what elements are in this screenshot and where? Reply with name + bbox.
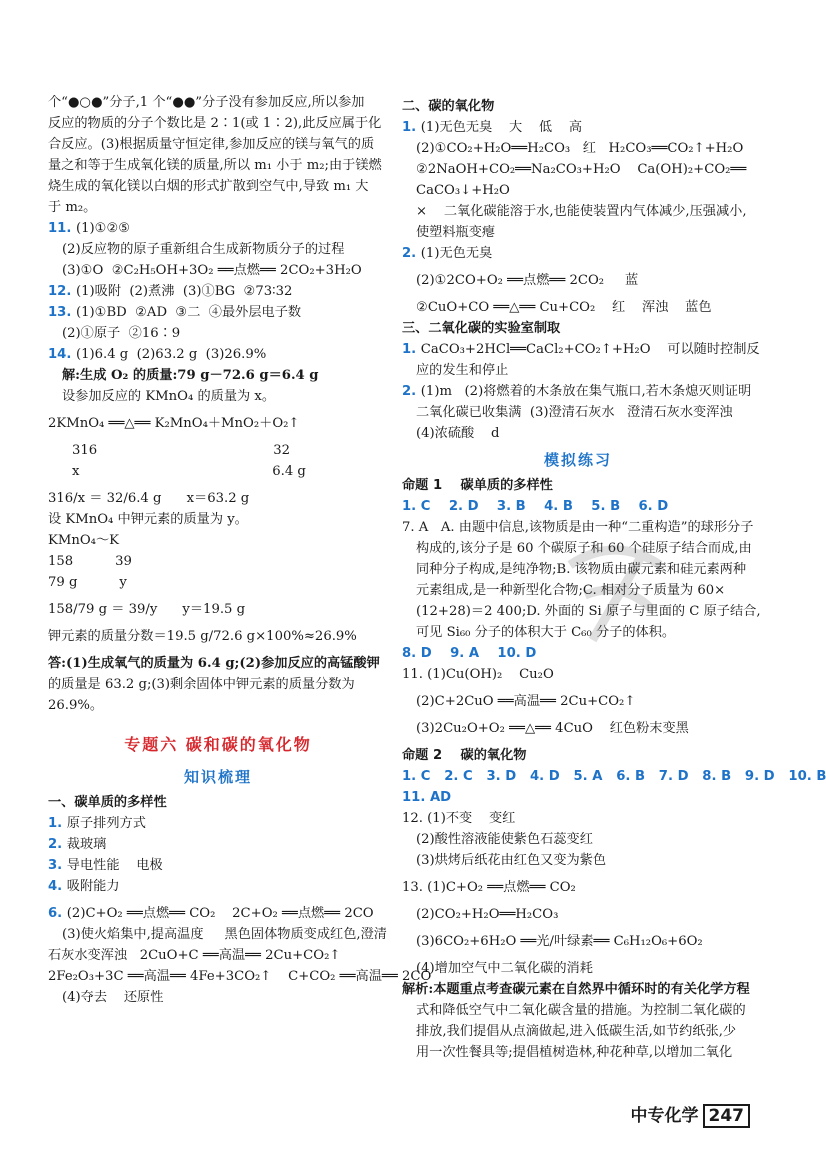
- text-line: 石灰水变浑浊 2CuO+C ══高温══ 2Cu+CO₂↑: [48, 948, 341, 963]
- text-line: x 6.4 g: [72, 464, 306, 479]
- list-item: 2. 裁玻璃: [48, 837, 107, 852]
- page-footer: [631, 1101, 751, 1126]
- text-line: 应的发生和停止: [416, 363, 509, 378]
- text-line: CaCO₃↓+H₂O: [416, 183, 510, 198]
- footer-label: 中专化学: [630, 1106, 699, 1126]
- section-heading: 三、二氧化碳的实验室制取: [402, 321, 561, 336]
- text-line: 排放,我们提倡从点滴做起,进入低碳生活,如节约纸张,少: [416, 1024, 737, 1039]
- text-line: 7. A A. 由题中信息,该物质是由一种“二重构造”的球形分子: [402, 520, 754, 535]
- text-line: (2)①原子 ②16∶9: [62, 326, 181, 341]
- page-number: 247: [703, 1104, 751, 1128]
- text-line: 个“●○●”分子,1 个“●●”分子没有参加反应,所以参加: [48, 95, 365, 110]
- text-line: 元素组成,是一种新型化合物;C. 相对分子质量为 60×: [416, 583, 726, 598]
- solution-line: 解:生成 O₂ 的质量:79 g－72.6 g＝6.4 g: [62, 368, 319, 383]
- practice-title: 模拟练习: [543, 451, 612, 469]
- text-line: (4)增加空气中二氧化碳的消耗: [416, 961, 593, 976]
- text-line: (2)C+2CuO ══高温══ 2Cu+CO₂↑: [416, 694, 636, 709]
- list-item: 3. 导电性能 电极: [48, 858, 163, 873]
- text-line: 于 m₂。: [48, 200, 97, 215]
- text-line: (4)夺去 还原性: [62, 990, 164, 1005]
- text-line: 用一次性餐具等;提倡植树造林,种花种草,以增加二氧化: [416, 1045, 733, 1060]
- list-item: 1. 原子排列方式: [48, 816, 146, 831]
- text-line: 316 32: [72, 443, 291, 458]
- topic-title: 专题六 碳和碳的氧化物: [124, 735, 312, 754]
- section-heading: 二、碳的氧化物: [402, 99, 495, 114]
- text-line: 2Fe₂O₃+3C ══高温══ 4Fe+3CO₂↑ C+CO₂ ══高温══ 2CO: [48, 969, 432, 984]
- text-line: 158 39: [48, 554, 132, 569]
- answer-2: 2. (1)无色无臭: [402, 246, 493, 261]
- text-line: 烧生成的氧化镁以白烟的形式扩散到空气中,导致 m₁ 大: [48, 179, 369, 194]
- proportion-line: 158/79 g ＝ 39/y y＝19.5 g: [48, 602, 246, 617]
- topic-heading: 命题 1 碳单质的多样性: [402, 478, 553, 493]
- text-line: (3)烘烤后纸花由红色又变为紫色: [416, 853, 607, 868]
- text-line: (3)①O ②C₂H₅OH+3O₂ ══点燃══ 2CO₂+3H₂O: [62, 263, 362, 278]
- answer-2: 2. (1)m (2)将燃着的木条放在集气瓶口,若木条熄灭则证明: [402, 384, 752, 399]
- text-line: (12+28)＝2 400;D. 外面的 Si 原子与里面的 C 原子结合,: [416, 604, 761, 619]
- section-heading: 一、碳单质的多样性: [48, 795, 167, 810]
- answer-line: 答:(1)生成氧气的质量为 6.4 g;(2)参加反应的高锰酸钾: [48, 656, 380, 671]
- watermark-logo-icon: [540, 520, 690, 670]
- text-line: 式和降低空气中二氧化碳含量的措施。为控制二氧化碳的: [416, 1003, 746, 1018]
- text-line: 钾元素的质量分数＝19.5 g/72.6 g×100%≈26.9%: [48, 629, 357, 644]
- text-line: 使塑料瓶变瘪: [416, 225, 496, 240]
- text-line: (2)反应物的原子重新组合生成新物质分子的过程: [62, 242, 345, 257]
- topic-heading: 命题 2 碳的氧化物: [402, 748, 527, 763]
- text-line: (2)酸性溶液能使紫色石蕊变红: [416, 832, 593, 847]
- proportion-line: 316/x ＝ 32/6.4 g x＝63.2 g: [48, 491, 250, 506]
- text-line: 79 g y: [48, 575, 127, 590]
- text-line: 设 KMnO₄ 中钾元素的质量为 y。: [48, 512, 248, 527]
- analysis-line: 解析:本题重点考查碳元素在自然界中循环时的有关化学方程: [402, 982, 750, 997]
- text-line: 26.9%。: [48, 698, 104, 713]
- text-line: 合反应。(3)根据质量守恒定律,参加反应的镁与氧气的质: [48, 137, 375, 152]
- section-title: 知识梳理: [183, 768, 252, 786]
- text-line: (2)①2CO+O₂ ══点燃══ 2CO₂ 蓝: [416, 273, 639, 288]
- text-line: (2)CO₂+H₂O══H₂CO₃: [416, 907, 559, 922]
- text-line: ②2NaOH+CO₂══Na₂CO₃+H₂O Ca(OH)₂+CO₂══: [416, 162, 747, 177]
- answer-13: 13. (1)①BD ②AD ③二 ④最外层电子数: [48, 305, 302, 320]
- text-line: (2)①CO₂+H₂O══H₂CO₃ 红 H₂CO₃══CO₂↑+H₂O: [416, 141, 744, 156]
- answer-12: 12. (1)吸附 (2)煮沸 (3)①BG ②73∶32: [48, 284, 293, 299]
- list-item: 4. 吸附能力: [48, 879, 120, 894]
- answer-6: 6. (2)C+O₂ ══点燃══ CO₂ 2C+O₂ ══点燃══ 2CO: [48, 906, 374, 921]
- text-line: 反应的物质的分子个数比是 2∶1(或 1∶2),此反应属于化: [48, 116, 382, 131]
- answer-key: 8. D 9. A 10. D: [402, 646, 537, 661]
- answer-1: 1. CaCO₃+2HCl══CaCl₂+CO₂↑+H₂O 可以随时控制反: [402, 342, 760, 357]
- text-line: (4)浓硫酸 d: [416, 426, 500, 441]
- answer-11: 11. (1)①②⑤: [48, 221, 131, 236]
- text-line: ②CuO+CO ══△══ Cu+CO₂ 红 浑浊 蓝色: [416, 300, 712, 315]
- text-line: 同种分子构成,是纯净物;B. 该物质由碳元素和硅元素两种: [416, 562, 747, 577]
- answer-14: 14. (1)6.4 g (2)63.2 g (3)26.9%: [48, 347, 267, 362]
- text-line: 12. (1)不变 变红: [402, 811, 516, 826]
- text-line: × 二氧化碳能溶于水,也能使装置内气体减少,压强减小,: [416, 204, 747, 219]
- answer-1: 1. (1)无色无臭 大 低 高: [402, 120, 583, 135]
- text-line: 13. (1)C+O₂ ══点燃══ CO₂: [402, 880, 576, 895]
- answer-key: 1. C 2. D 3. B 4. B 5. B 6. D: [402, 499, 669, 514]
- answer-key: 11. AD: [402, 790, 452, 805]
- answer-key: 1. C 2. C 3. D 4. D 5. A 6. B 7. D 8. B 9. D 10. B: [402, 769, 826, 784]
- text-line: 11. (1)Cu(OH)₂ Cu₂O: [402, 667, 554, 682]
- text-line: (3)2Cu₂O+O₂ ══△══ 4CuO 红色粉末变黑: [416, 721, 689, 736]
- text-line: 二氧化碳已收集满 (3)澄清石灰水 澄清石灰水变浑浊: [416, 405, 733, 420]
- text-line: (3)使火焰集中,提高温度 黑色固体物质变成红色,澄清: [62, 927, 387, 942]
- equation-line: 2KMnO₄ ══△══ K₂MnO₄＋MnO₂＋O₂↑: [48, 416, 300, 431]
- text-line: 的质量是 63.2 g;(3)剩余固体中钾元素的质量分数为: [48, 677, 355, 692]
- text-line: 量之和等于生成氧化镁的质量,所以 m₁ 小于 m₂;由于镁燃: [48, 158, 382, 173]
- text-line: 设参加反应的 KMnO₄ 的质量为 x。: [62, 389, 276, 404]
- text-line: KMnO₄～K: [48, 533, 119, 548]
- text-line: 构成的,该分子是 60 个碳原子和 60 个硅原子结合而成,由: [416, 541, 752, 556]
- text-line: (3)6CO₂+6H₂O ══光/叶绿素══ C₆H₁₂O₆+6O₂: [416, 934, 703, 949]
- text-line: 可见 Si₆₀ 分子的体积大于 C₆₀ 分子的体积。: [416, 625, 676, 640]
